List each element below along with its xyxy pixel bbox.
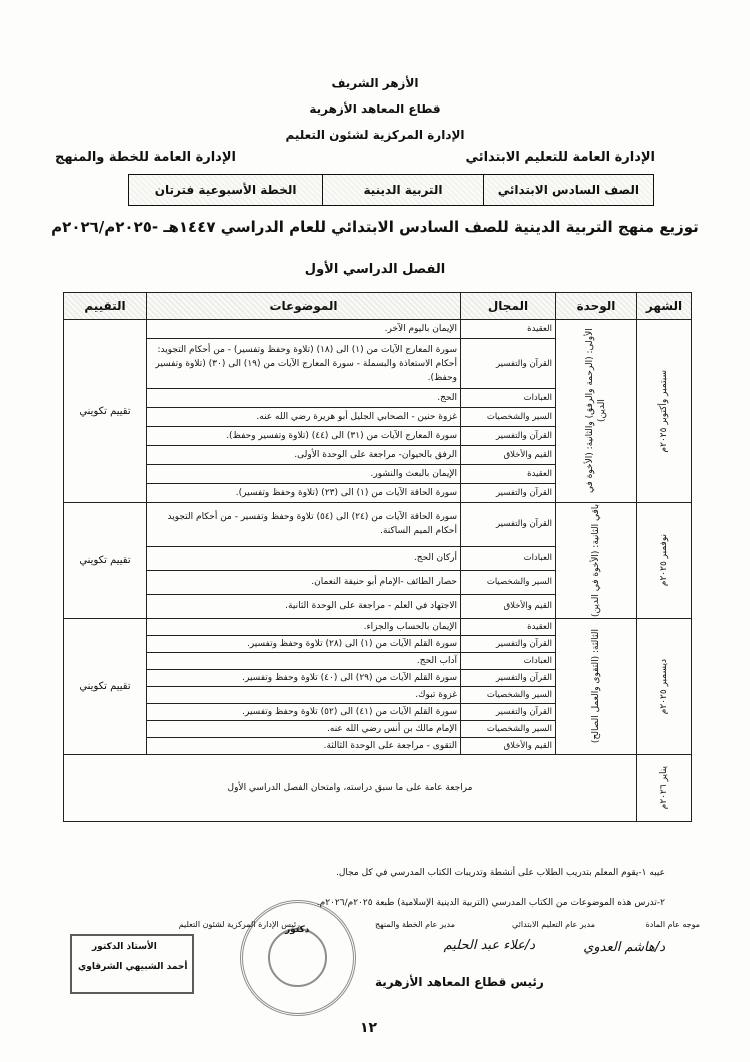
field-cell: السير والشخصيات [461,570,556,594]
semester-title: الفصل الدراسي الأول [304,262,446,277]
topic-cell: الإيمان بالبعث والنشور. [147,465,461,484]
field-cell: القرآن والتفسير [461,503,556,547]
stamp-name: أحمد الشبيهي الشرقاوي [78,962,188,972]
topic-cell: الحج. [147,389,461,408]
field-cell: القرآن والتفسير [461,338,556,388]
header-unit: الوحدة [556,293,637,320]
month-label: ديسمبر ٢٠٢٥م [659,658,669,715]
header-month: الشهر [637,293,692,320]
plan-cell: الخطة الأسبوعية فترتان [129,175,322,205]
header-plan-dept: الإدارة العامة للخطة والمنهج [55,150,236,165]
field-cell: العبادات [461,546,556,570]
header-topics: الموضوعات [147,293,461,320]
field-cell: القرآن والتفسير [461,703,556,720]
note-2: ٢-تدرس هذه الموضوعات من الكتاب المدرسي (التربية الدينية الإسلامية) طبعة ٢٠٢٥م/٢٠٢٦م. [316,898,665,908]
topic-cell: سورة المعارج الآيات من (٣١) الى (٤٤) (تلاوة وتفسير وحفظ). [147,427,461,446]
review-text: مراجعة عامة على ما سبق دراسته، وامتحان الفصل الدراسي الأول [64,754,637,821]
topic-cell: حصار الطائف -الإمام أبو حنيفة النعمان. [147,570,461,594]
review-month-label: يناير ٢٠٢٦م [659,766,669,810]
header-primary-dept: الإدارة العامة للتعليم الابتدائي [465,150,655,165]
field-cell: العبادات [461,389,556,408]
sig-central-head: رئيس الإدارة المركزية لشئون التعليم [178,920,300,929]
stamp-doctor: دكتور [285,925,310,935]
field-cell: العقيدة [461,465,556,484]
month-label: سبتمبر وأكتوبر ٢٠٢٥م [659,369,669,453]
official-seal-icon [240,900,356,1016]
unit-label: الأولى: (الرحمة والرفق) والثانية: (الأخوة في الدين) [585,328,607,494]
info-box [128,174,654,206]
note-1: عيبه ١-يقوم المعلم بتدريب الطلاب على أنشطة وتدريبات الكتاب المدرسي في كل مجال. [335,868,665,878]
topic-cell: آداب الحج. [147,652,461,669]
header-line-sector: قطاع المعاهد الأزهرية [309,102,441,116]
sector-president: رئيس قطاع المعاهد الأزهرية [375,975,544,989]
header-line-central: الإدارة المركزية لشئون التعليم [285,128,465,142]
header-line-azhar: الأزهر الشريف [331,76,419,90]
notes [65,858,665,918]
topic-cell: سورة الحاقة الآيات من (٢٤) الى (٥٤) تلاوة وحفظ وتفسير - من أحكام التجويد أحكام الميم الساكنة. [147,503,461,547]
month-cell [637,618,692,754]
handwritten-signature-1: د/هاشم العدوي [583,940,665,955]
header-field: المجال [461,293,556,320]
field-cell: العبادات [461,652,556,669]
topic-cell: سورة القلم الآيات من (٢٩) الى (٤٠) تلاوة وحفظ وتفسير. [147,669,461,686]
evaluation-cell: تقييم تكويني [64,503,147,619]
evaluation-cell: تقييم تكويني [64,618,147,754]
field-cell: السير والشخصيات [461,686,556,703]
topic-cell: التقوى - مراجعة على الوحدة الثالثة. [147,737,461,754]
table-body [64,320,692,822]
topic-cell: سورة القلم الآيات من (١) الى (٢٨) تلاوة وحفظ وتفسير. [147,635,461,652]
curriculum-table [63,292,692,822]
topic-cell: غزوة حنين - الصحابي الجليل أبو هريرة رضي الله عنه. [147,408,461,427]
field-cell: العقيدة [461,618,556,635]
handwritten-signature-2: د/علاء عبد الحليم [443,938,535,953]
topic-cell: سورة الحاقة الآيات من (١) الى (٢٣) (تلاوة وحفظ وتفسير). [147,484,461,503]
sig-supervisor: موجه عام المادة [645,920,700,929]
sig-plan-director: مدير عام الخطة والمنهج [374,920,455,929]
topic-cell: سورة المعارج الآيات من (١) الى (١٨) (تلاوة وحفظ وتفسير) - من أحكام التجويد: أحكام الاستعاذة والبسملة - سورة المعارج الآيات من (١٩) الى (٣٠) (تلاوة وتفسير وحفظ). [147,338,461,388]
header-center [0,70,750,148]
topic-cell: الرفق بالحيوان- مراجعة على الوحدة الأولى. [147,446,461,465]
topic-cell: الإمام مالك بن أنس رضي الله عنه. [147,720,461,737]
field-cell: القرآن والتفسير [461,427,556,446]
unit-label: الثالثة: (التقوى والعمل الصالح) [591,629,601,744]
evaluation-cell: تقييم تكويني [64,320,147,503]
topic-cell: أركان الحج. [147,546,461,570]
field-cell: القيم والأخلاق [461,737,556,754]
field-cell: القرآن والتفسير [461,635,556,652]
unit-label: باقي الثانية: (الأخوة في الدين) [591,504,601,617]
field-cell: القيم والأخلاق [461,446,556,465]
topic-cell: الإيمان بالحساب والجزاء. [147,618,461,635]
field-cell: السير والشخصيات [461,720,556,737]
header-evaluation: التقييم [64,293,147,320]
review-row [64,754,692,821]
topic-cell: غزوة تبوك. [147,686,461,703]
month-label: نوفمبر ٢٠٢٥م [659,534,669,587]
field-cell: السير والشخصيات [461,408,556,427]
grade-cell: الصف السادس الابتدائي [483,175,653,205]
table-header-row [64,293,692,320]
unit-cell [556,503,637,619]
unit-cell [556,320,637,503]
document-title: توزيع منهج التربية الدينية للصف السادس الابتدائي للعام الدراسي ١٤٤٧هـ -٢٠٢٥م/٢٠٢٦م [51,218,699,236]
field-cell: القرآن والتفسير [461,484,556,503]
subject-cell: التربية الدينية [322,175,482,205]
topic-cell: سورة القلم الآيات من (٤١) الى (٥٢) تلاوة وحفظ وتفسير. [147,703,461,720]
table-row [64,503,692,547]
stamp-title: الأستاذ الدكتور [92,942,157,952]
page-number: ١٢ [360,1020,378,1036]
unit-cell [556,618,637,754]
field-cell: القرآن والتفسير [461,669,556,686]
topic-cell: الإيمان باليوم الآخر. [147,320,461,339]
month-cell [637,503,692,619]
review-month-cell [637,754,692,821]
sig-primary-director: مدير عام التعليم الابتدائي [512,920,595,929]
field-cell: العقيدة [461,320,556,339]
table-row [64,320,692,339]
topic-cell: الاجتهاد في العلم - مراجعة على الوحدة الثانية. [147,594,461,618]
field-cell: القيم والأخلاق [461,594,556,618]
month-cell [637,320,692,503]
table-row [64,618,692,635]
